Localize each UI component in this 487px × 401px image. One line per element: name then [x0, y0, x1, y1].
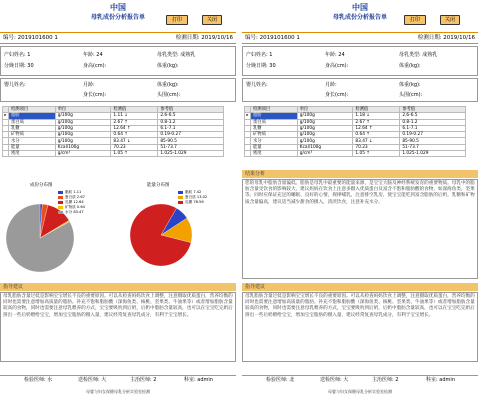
- charts-area: [0, 178, 236, 278]
- col-item: 检测项目: [9, 107, 56, 113]
- advice-text: 母乳脂肪含量过低是影响宝宝增长不良的重要原因。可以从检查妈妈饮食上调整，注意摄取优质蛋白，营养均衡的同时也需要注意增加高质量的脂肪。补充不饱和脂肪酸（深海鱼类、核桃、坚果类、牛油果等）或者增加脂肪含量较高的食物，同时也需要注意母乳喂养的方式，宝宝要吸吮到后奶，后奶中脂肪含量较高，也可以在宝宝吃完奶后挤出一些后奶喂给宝宝，增加宝宝脂肪的摄入量，建议经常复查母乳成分，有利于宝宝增长。: [242, 292, 478, 362]
- baby-head: 头围(cm):: [157, 92, 181, 98]
- department: 科室: admin: [184, 377, 213, 383]
- mother-age: 年龄: 24: [325, 52, 345, 58]
- report-header: [0, 3, 236, 22]
- composition-legend: [58, 190, 85, 215]
- sending-doctor: 送检医师: 大: [78, 377, 107, 383]
- col-item: 检测项目: [251, 107, 298, 113]
- legend-label: 矿物质 0.64: [65, 205, 85, 209]
- baby-head: 头围(cm):: [399, 92, 423, 98]
- result-section-title: 结果分析: [242, 170, 478, 178]
- milk-type: 母乳类型: 成熟乳: [399, 52, 438, 58]
- legend-entry: [58, 210, 85, 215]
- legend-swatch: [178, 191, 183, 194]
- baby-name: 婴儿姓名:: [246, 82, 268, 88]
- table-row[interactable]: 能量 Kcal/100g 70.23 51-73.7: [245, 144, 466, 150]
- mother-height: 身高(cm):: [325, 63, 349, 69]
- mother-name: 产妇姓名: 1: [4, 52, 31, 58]
- baby-age: 月龄:: [325, 82, 337, 88]
- signature-row: [242, 375, 478, 385]
- org-name: 中国: [110, 3, 126, 12]
- legend-label: 水分 83.47: [65, 210, 84, 214]
- delivery-date: 分娩日期: 30: [246, 63, 276, 69]
- milk-type: 母乳类型: 成熟乳: [157, 52, 196, 58]
- advice-section-title: 指导建议: [242, 283, 478, 291]
- baby-length: 身长(cm):: [83, 92, 107, 98]
- legend-swatch: [58, 196, 63, 199]
- id-bar: [0, 32, 236, 44]
- table-row[interactable]: 矿物质 g/100g 0.64 ↑ 0.19-0.27: [245, 132, 466, 138]
- legend-swatch: [58, 201, 63, 204]
- report-title: 母乳成份分析报告单: [332, 14, 387, 21]
- department: 科室: admin: [426, 377, 455, 383]
- footer-org: 母婴与妇女保健母乳分析实验室检测: [86, 389, 150, 394]
- legend-entry: [178, 200, 207, 205]
- lab-doctor: 检验医师: 水: [24, 377, 53, 383]
- chart-title-composition: 成份分布图: [30, 183, 53, 188]
- row-pointer-icon: ▸: [246, 113, 249, 119]
- table-row[interactable]: 水分 g/100g 83.47 ↓ 85-90.5: [245, 138, 466, 144]
- close-button[interactable]: 关闭: [202, 15, 222, 25]
- mother-weight: 体重(kg):: [399, 63, 421, 69]
- baby-info: [242, 78, 478, 102]
- baby-weight: 体重(kg):: [157, 82, 179, 88]
- legend-swatch: [178, 196, 183, 199]
- legend-swatch: [58, 211, 63, 214]
- legend-label: 蛋白质 13.02: [185, 195, 208, 199]
- chief-doctor: 主治医师: 2: [130, 377, 157, 383]
- legend-label: 蛋白质 2.67: [65, 195, 85, 199]
- lab-doctor: 检验医师: 北: [266, 377, 295, 383]
- signature-row: [0, 375, 236, 385]
- report-id: 编号: 2019101600 1: [3, 35, 58, 41]
- org-name: 中国: [352, 3, 368, 12]
- test-date: 检测日期: 2019/10/16: [417, 35, 475, 41]
- legend-swatch: [178, 201, 183, 204]
- table-row[interactable]: ▸ 脂肪 g/100g 1.18 ↓ 2.6-6.5: [245, 113, 466, 119]
- footer-org: 母婴与妇女保健母乳分析实验室检测: [328, 389, 392, 394]
- baby-weight: 体重(kg):: [399, 82, 421, 88]
- mother-name: 产妇姓名: 1: [246, 52, 273, 58]
- table-row[interactable]: 矿物质 g/100g 0.64 ↑ 0.19-0.27: [3, 132, 224, 138]
- test-date: 检测日期: 2019/10/16: [175, 35, 233, 41]
- chart-title-energy: 能量分布图: [147, 183, 170, 188]
- advice-text: 母乳脂肪含量过低是影响宝宝增长不良的重要原因。可以从检查妈妈饮食上调整，注意摄取优质蛋白，营养均衡的同时也需要注意增加高质量的脂肪。补充不饱和脂肪酸（深海鱼类、核桃、坚果类、牛油果等）或者增加脂肪含量较高的食物，同时也需要注意母乳喂养的方式，宝宝要吸吮到后奶，后奶中脂肪含量较高，也可以在宝宝吃完奶后挤出一些后奶喂给宝宝，增加宝宝脂肪的摄入量，建议经常复查母乳成分，有利于宝宝增长。: [0, 292, 236, 362]
- delivery-date: 分娩日期: 30: [4, 63, 34, 69]
- table-row[interactable]: 乳糖 g/100g 12.64 ↑ 6.1-7.1: [245, 125, 466, 131]
- advice-section-title: 指导建议: [0, 283, 236, 291]
- print-button[interactable]: 打印: [166, 15, 188, 25]
- table-row[interactable]: ▸ 脂肪 g/100g 1.11 ↓ 2.6-6.5: [3, 113, 224, 119]
- result-text: 您的母乳中脂肪含量偏低。脂肪是母乳中最重要的能量来源，是宝宝大脑及神经系统发育的重要物质。母乳中的脂肪含量受饮食的影响较大，建议妈妈在饮食上注意多摄入优质蛋白及富含不饱和脂肪酸的食物，如深海鱼类、坚果等。同时应保证充足的睡眠、良好的心情，规律哺乳，注意排空乳房，使宝宝能吃到富含脂肪的后奶。乳糖和矿物质含量偏高，建议适当减少甜食的摄入，清淡饮食，注意补充水分。: [242, 179, 478, 279]
- legend-label: 脂肪 1.11: [65, 190, 82, 194]
- mother-weight: 体重(kg):: [157, 63, 179, 69]
- print-button[interactable]: 打印: [404, 15, 426, 25]
- report-page-right: [242, 0, 478, 401]
- legend-swatch: [58, 191, 63, 194]
- mother-info: [242, 46, 478, 76]
- table-row[interactable]: 密度 g/cm³ 1.05 ↑ 1.025-1.029: [245, 151, 466, 157]
- sending-doctor: 送检医师: 大: [320, 377, 349, 383]
- legend-label: 乳糖 12.64: [65, 200, 84, 204]
- col-value: 检测值: [353, 107, 400, 113]
- results-table: [244, 106, 466, 157]
- id-bar: [242, 32, 478, 44]
- baby-name: 婴儿姓名:: [4, 82, 26, 88]
- table-row[interactable]: 蛋白质 g/100g 2.67 ↑ 0.8-1.2: [3, 119, 224, 125]
- baby-age: 月龄:: [83, 82, 95, 88]
- col-unit: 单位: [297, 107, 353, 113]
- col-ref: 参考值: [400, 107, 466, 113]
- chief-doctor: 主治医师: 2: [372, 377, 399, 383]
- mother-info: [0, 46, 236, 76]
- row-pointer-icon: ▸: [4, 113, 7, 119]
- col-unit: 单位: [55, 107, 111, 113]
- mother-age: 年龄: 24: [83, 52, 103, 58]
- energy-pie-chart: [128, 202, 194, 268]
- table-row[interactable]: 水分 g/100g 83.47 ↓ 85-90.5: [3, 138, 224, 144]
- table-row[interactable]: 能量 Kcal/100g 70.23 51-73.7: [3, 144, 224, 150]
- baby-info: [0, 78, 236, 102]
- report-title: 母乳成份分析报告单: [90, 14, 145, 21]
- energy-legend: [178, 190, 207, 205]
- table-row[interactable]: 蛋白质 g/100g 2.67 ↑ 0.8-1.2: [245, 119, 466, 125]
- legend-swatch: [58, 206, 63, 209]
- results-table: [2, 106, 224, 157]
- close-button[interactable]: 关闭: [440, 15, 460, 25]
- col-ref: 参考值: [158, 107, 224, 113]
- legend-label: 乳糖 78.56: [185, 200, 204, 204]
- col-value: 检测值: [111, 107, 158, 113]
- baby-length: 身长(cm):: [325, 92, 349, 98]
- report-id: 编号: 2019101600 1: [245, 35, 300, 41]
- table-row[interactable]: 密度 g/cm³ 1.05 ↑ 1.025-1.029: [3, 151, 224, 157]
- legend-label: 脂肪 7.42: [185, 190, 202, 194]
- report-page-left: [0, 0, 236, 401]
- mother-height: 身高(cm):: [83, 63, 107, 69]
- table-row[interactable]: 乳糖 g/100g 12.64 ↑ 6.1-7.1: [3, 125, 224, 131]
